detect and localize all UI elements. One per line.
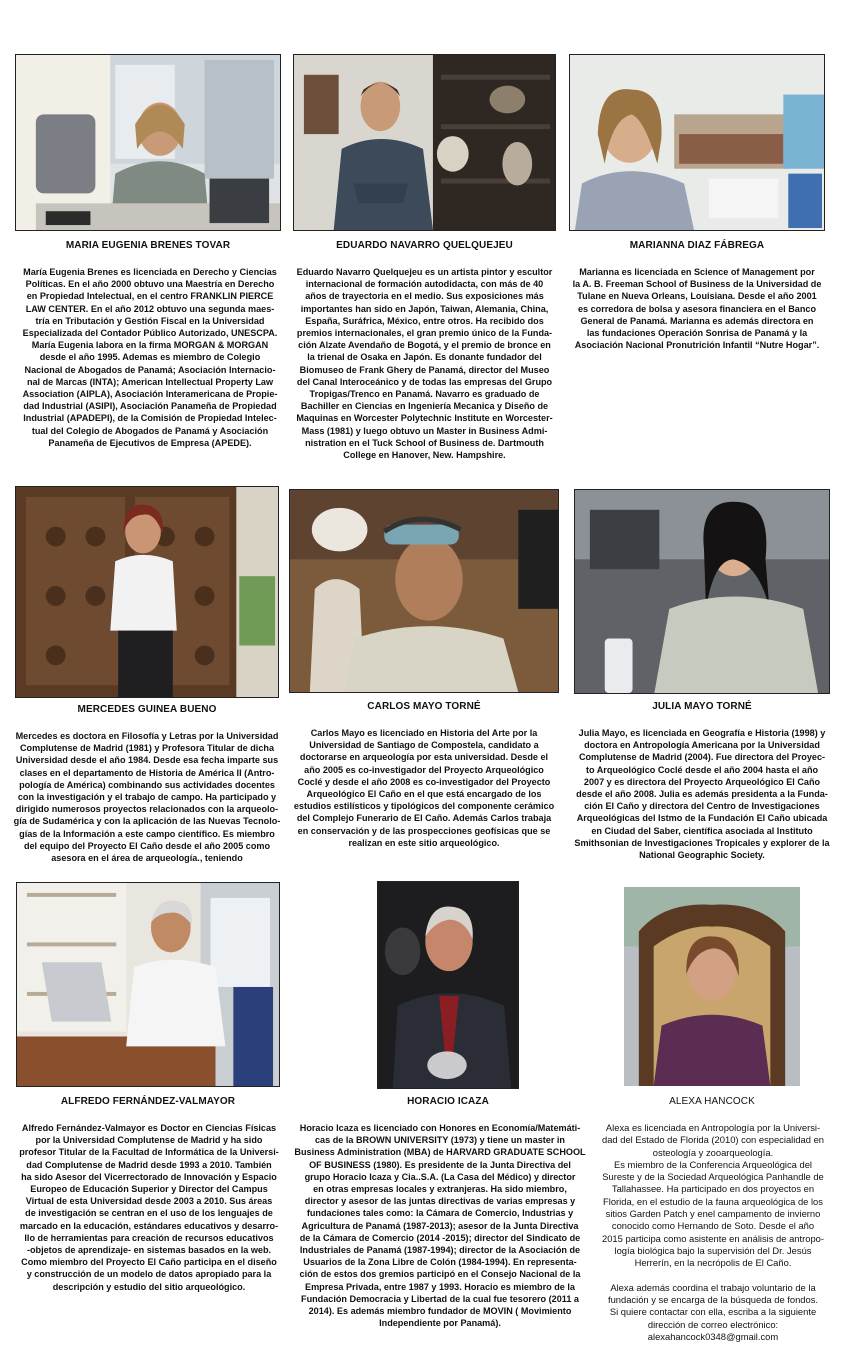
- profile-bio: Julia Mayo, es licenciada en Geografía e Historia (1998) y doctora en Antropología Americana por la Universidad Complutense de Madrid (2004). Fue directora del Proyec- to Arqueológico Coclé desde el año 2004 hasta el año 2007 y es directora del Proyecto Arqueológico El Caño desde el año 2008. Julia es además presidenta a la Funda- ción El Caño y directora del Centro de Investigaciones Arqueológicas del Istmo de la Fundación El Caño ubicada en Ciudad del Saber, científica asociada al Instituto Smithsonian de Investigaciones Tropicales y explorer de la National Geographic Society.: [574, 728, 830, 861]
- profile-name: MARIANNA DIAZ FÁBREGA: [629, 240, 765, 251]
- profile-bio: Marianna es licenciada en Science of Management por la A. B. Freeman School of Business de la Universidad de Tulane en Nueva Orleans, Louisiana. Desde el año 2001 es corredora de bolsa y asesora financiera en el Banco General de Panamá. Marianna es además directora en las fundaciones Operación Sonrisa de Panamá y la Asociación Nacional Pronutrición Infantil “Nutre Hogar”.: [572, 267, 822, 351]
- profile-bio: María Eugenia Brenes es licenciada en Derecho y Ciencias Políticas. En el año 2000 obtuvo una Maestría en Derecho en Propiedad Intelectual, en el centro FRANKLIN PIERCE LAW CENTER. En el año 2012 obtuvo una segunda maes- tría en Tributación y Gestión Fiscal en la Universidad Especializada del Contador Público Autorizado, UNESCPA. María Eugenia labora en la firma MORGAN & MORGAN desde el año 1995. Ademas es miembro de Colegio Nacional de Abogados de Panamá; Asociación Internacio- nal de Marcas (INTA); American Intellectual Property Law Association (AIPLA), Asociación Interamericana de Propie- dad Industrial (ASIPI), Asociación Panameña de Propiedad Industrial (APADEPI), de la Comisión de Propiedad Intelec- tual del Colegio de Abogados de Panamá y Asociación Panameña de Ejecutivos de Empresa (APEDE).: [22, 267, 278, 448]
- profile-name: MERCEDES GUINEA BUENO: [77, 704, 217, 715]
- portrait-photo-alexa-hancock: [623, 886, 801, 1087]
- profile-bio: Alexa es licenciada en Antropología por la Universi- dad del Estado de Florida (2010) con especialidad en osteología y zooarqueología. Es miembro de la Conferencia Arqueológica del Sureste y de la Sociedad Arqueológica Panhandle de Tallahassee. Ha participado en dos proyectos en Florida, en el estudio de la fauna arqueológica de los sitios Garden Patch y enel campamento de invierno conocido como Hernando de Soto. Desde el año 2015 participa como asistente en análisis de antropo- logía biológica bajo la supervisión del Dr. Jesús Herrerín, en la necrópolis de El Caño. Alexa además coordina el trabajo voluntario de la fundación y se encarga de la búsqueda de fondos. Si quiere contactar con ella, escriba a la siguiente dirección de correo electrónico: alexahancock0348@gmail.com: [601, 1122, 825, 1343]
- portrait-photo-alfredo-fernandez: [16, 882, 280, 1087]
- portrait-photo-eduardo-navarro: [293, 54, 556, 231]
- profile-name: MARIA EUGENIA BRENES TOVAR: [65, 240, 231, 251]
- portrait-photo-marianna-diaz: [569, 54, 825, 231]
- profile-name: HORACIO ICAZA: [407, 1096, 489, 1107]
- portrait-photo-julia-mayo: [574, 489, 830, 694]
- profile-bio: Mercedes es doctora en Filosofía y Letras por la Universidad Complutense de Madrid (1981) y Profesora Titular de dicha Universidad desde el año 1984. Desde esa fecha imparte sus clases en el departamento de Historia de América II (Antro- pología de América) combinando sus actividades docentes con la investigación y el trabajo de campo. Ha participado y dirigido numerosos proyectos relacionados con la arqueolo- gía de Sudamérica y con la aplicación de las Nuevas Tecnolo- gías de la Información a este campo científico. Es miembro del equipo del Proyecto El Caño desde el año 2005 como asesora en el área de arqueología., teniendo: [13, 731, 281, 864]
- portrait-photo-mercedes-guinea: [15, 486, 279, 698]
- profile-name: JULIA MAYO TORNÉ: [652, 701, 752, 712]
- profile-bio: Horacio Icaza es licenciado con Honores en Economía/Matemáti- cas de la BROWN UNIVERSITY (1973) y tiene un master in Business Administration (MBA) de HARVARD GRADUATE SCHOOL OF BUSINESS (1980). Es presidente de la Junta Directiva del grupo Horacio Icaza y Cia..S.A. (La Casa del Médico) y director en otras empresas locales y extranjeras. Ha sido miembro, director y asesor de las juntas directivas de varias empresas y fundaciones tales como: la Cámara de Comercio, Industrias y Agricultura de Panamá (1987-2013); asesor de la Junta Directiva de la Cámara de Comercio (2014 -2015); director del Sindicato de Industriales de Panamá (1987-1994); director de la Asociación de Usuarios de la Zona Libre de Colón (1984-1994). En representa- ción de estos dos gremios participó en el Consejo Nacional de la Empresa Privada, entre 1987 y 1993. Horacio es miembro de la Fundación Democracia y Libertad de la cual fue tesorero (2011 a 2014). Es además miembro fundador de MOVIN ( Movimiento Independiente por Panamá).: [294, 1123, 586, 1329]
- profile-name: ALEXA HANCOCK: [669, 1096, 755, 1107]
- profile-name: ALFREDO FERNÁNDEZ-VALMAYOR: [60, 1096, 236, 1107]
- portrait-photo-maria-eugenia: [15, 54, 281, 231]
- profile-bio: Alfredo Fernández-Valmayor es Doctor en Ciencias Físicas por la Universidad Complutense de Madrid y ha sido profesor Titular de la Facultad de Informática de la Universi- dad Complutense de Madrid desde 1993 a 2010. También ha sido Asesor del Vicerrectorado de Innovación y Espacio Europeo de Educación Superior y Director del Campus Virtual de esta Universidad desde 2003 a 2010. Sus áreas de investigación se centran en el uso de los lenguajes de marcado en la educación, estándares educativos y desarro- llo de herramientas para creación de recursos educativos -objetos de aprendizaje- en sistemas basados en la web. Como miembro del Proyecto El Caño participa en el diseño y construcción de un modelo de datos apropiado para la descripción y estudio del sitio arqueológico.: [19, 1123, 279, 1292]
- profile-name: EDUARDO NAVARRO QUELQUEJEU: [336, 240, 513, 251]
- profile-bio: Eduardo Navarro Quelquejeu es un artista pintor y escultor internacional de formación autodidacta, con más de 40 años de trayectoria en el medio. Sus exposiciones más importantes han sido en Japón, Taiwan, Alemania, China, España, Suráfrica, México, entre otros. Ha recibido dos premios internacionales, el gran premio único de la Funda- ción Alzate Avendaño de Bogotá, y el premio de bronce en la trienal de Osaka en Japón. Es donante fundador del Biomuseo de Frank Ghery de Panamá, director del Museo del Canal Interoceánico y de todas las empresas del Grupo Tropigas/Trenco en Panamá. Navarro es graduado de Bachiller en Ciencias en Ingeniería Mecanica y Diseño de Maquinas en Worcester Polytechnic Institute en Worcester- Mass (1981) y luego obtuvo un Master in Business Admi- nistration en el Tuck School of Business de. Dartmouth College en Hanover, New. Hampshire.: [296, 267, 553, 461]
- profile-name: CARLOS MAYO TORNÉ: [367, 701, 481, 712]
- profile-bio: Carlos Mayo es licenciado en Historia del Arte por la Universidad de Santiago de Compostela, candidato a doctorarse en arqueología por esta universidad. Desde el año 2005 es co-investigador del Proyecto Arqueológico Coclé y desde el año 2008 es co-investigador del Proyecto Arqueológico El Caño en el que está encargado de los estudios estilísticos y tipológicos del componente cerámico del Complejo Funerario de El Caño. Además Carlos trabaja en conservación y de las prospecciones geofísicas que se realizan en este sitio arqueológico.: [293, 728, 555, 848]
- portrait-photo-horacio-icaza: [377, 881, 519, 1089]
- portrait-photo-carlos-mayo: [289, 489, 559, 693]
